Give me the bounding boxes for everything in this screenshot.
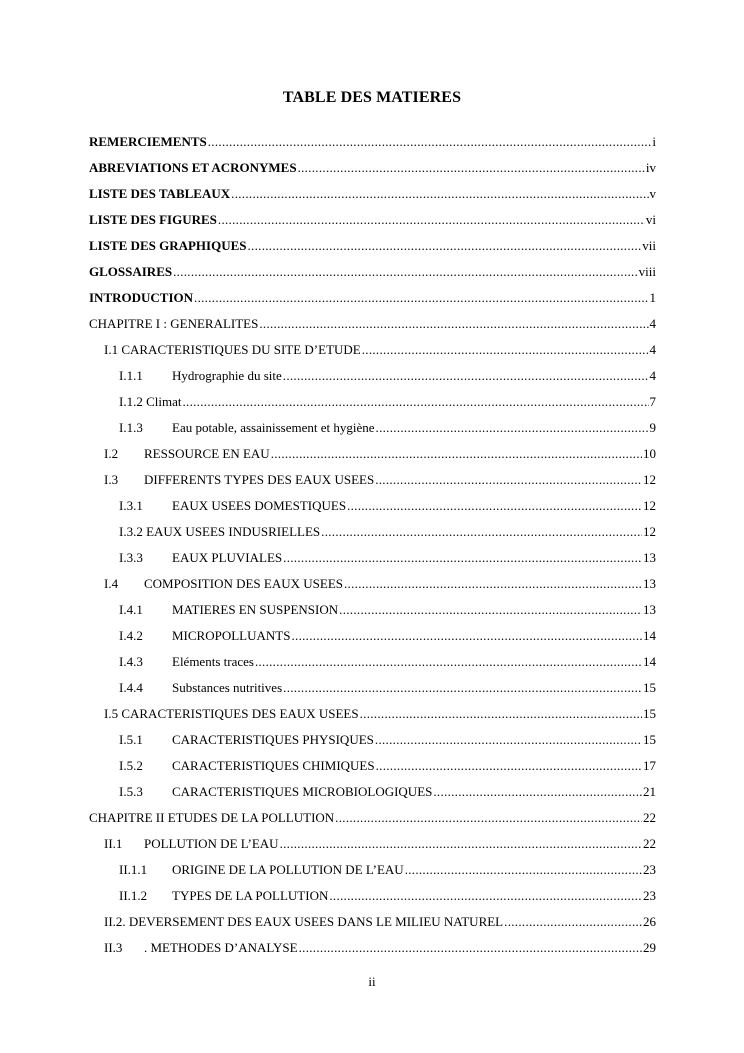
toc-entry-number: I.4.2 — [119, 628, 143, 643]
toc-dot-leader — [173, 264, 638, 280]
toc-entry[interactable] — [89, 654, 656, 680]
toc-entry-number: II.1 — [104, 836, 123, 851]
toc-entry-page: 10 — [643, 446, 656, 461]
toc-entry-title: Substances nutritives — [172, 680, 283, 695]
toc-entry-number: I.4.1 — [119, 602, 143, 617]
toc-entry-title: DIFFERENTS TYPES DES EAUX USEES — [144, 472, 375, 487]
toc-entry-title: GLOSSAIRES — [89, 264, 173, 279]
toc-entry[interactable] — [89, 264, 656, 290]
toc-entry-page: 12 — [643, 524, 656, 539]
toc-dot-leader — [283, 368, 649, 384]
toc-dot-leader — [283, 550, 642, 566]
toc-entry-title: CHAPITRE II ETUDES DE LA POLLUTION — [89, 810, 335, 825]
toc-entry-page: 4 — [649, 342, 656, 357]
toc-entry[interactable] — [89, 290, 656, 316]
toc-entry-page: 23 — [643, 888, 656, 903]
toc-entry-title: Eléments traces — [172, 654, 254, 669]
toc-entry-title: I.1.2 Climat — [119, 394, 182, 409]
toc-entry-title: LISTE DES FIGURES — [89, 212, 217, 227]
toc-entry[interactable] — [89, 888, 656, 914]
toc-entry-number: I.3.3 — [119, 550, 143, 565]
toc-entry-title: REMERCIEMENTS — [89, 134, 207, 149]
toc-entry-page: 4 — [649, 368, 656, 383]
toc-dot-leader — [218, 212, 645, 228]
toc-entry-number: I.1.3 — [119, 420, 143, 435]
toc-dot-leader — [344, 576, 642, 592]
toc-dot-leader — [291, 628, 642, 644]
toc-entry[interactable] — [89, 862, 656, 888]
toc-entry-page: i — [652, 134, 656, 149]
toc-dot-leader — [299, 940, 642, 956]
toc-entry[interactable] — [89, 914, 656, 940]
toc-dot-leader — [271, 446, 642, 462]
toc-dot-leader — [259, 316, 648, 332]
toc-entry-number: I.5.2 — [119, 758, 143, 773]
toc-entry-number: I.1.1 — [119, 368, 143, 383]
toc-entry-title: CHAPITRE I : GENERALITES — [89, 316, 259, 331]
toc-dot-leader — [362, 342, 649, 358]
toc-entry-number: I.3.1 — [119, 498, 143, 513]
toc-dot-leader — [182, 394, 648, 410]
toc-entry[interactable] — [89, 394, 656, 420]
toc-entry-page: 13 — [643, 576, 656, 591]
toc-entry-page: 22 — [643, 836, 656, 851]
toc-entry[interactable] — [89, 550, 656, 576]
toc-entry[interactable] — [89, 446, 656, 472]
toc-entry-page: viii — [638, 264, 656, 279]
toc-entry-number: I.4.4 — [119, 680, 143, 695]
toc-dot-leader — [375, 472, 642, 488]
toc-entry-title: I.3.2 EAUX USEES INDUSRIELLES — [119, 524, 321, 539]
toc-entry-title: MICROPOLLUANTS — [172, 628, 291, 643]
toc-entry[interactable] — [89, 342, 656, 368]
toc-entry-page: vii — [642, 238, 656, 253]
toc-entry[interactable] — [89, 810, 656, 836]
toc-entry-title: POLLUTION DE L’EAU — [144, 836, 279, 851]
table-of-contents — [89, 134, 656, 966]
toc-entry-number: II.1.2 — [119, 888, 148, 903]
toc-dot-leader — [335, 810, 642, 826]
toc-entry-page: 12 — [643, 472, 656, 487]
toc-entry[interactable] — [89, 732, 656, 758]
toc-entry-page: 12 — [643, 498, 656, 513]
toc-entry-page: 21 — [643, 784, 656, 799]
toc-entry[interactable] — [89, 758, 656, 784]
toc-entry[interactable] — [89, 680, 656, 706]
toc-entry[interactable] — [89, 524, 656, 550]
toc-entry-title: COMPOSITION DES EAUX USEES — [144, 576, 343, 591]
toc-entry-number: II.3 — [104, 940, 123, 955]
toc-dot-leader — [376, 758, 642, 774]
toc-entry-page: iv — [645, 160, 656, 175]
toc-dot-leader — [504, 914, 642, 930]
toc-dot-leader — [208, 134, 652, 150]
toc-dot-leader — [255, 654, 642, 670]
toc-entry[interactable] — [89, 368, 656, 394]
toc-entry-page: 15 — [643, 680, 656, 695]
toc-entry-title: ORIGINE DE LA POLLUTION DE L’EAU — [172, 862, 404, 877]
toc-entry-page: 15 — [643, 732, 656, 747]
toc-entry[interactable] — [89, 212, 656, 238]
toc-entry[interactable] — [89, 186, 656, 212]
toc-entry-number: I.3 — [104, 472, 119, 487]
toc-entry-page: 13 — [643, 550, 656, 565]
toc-entry-page: vi — [645, 212, 656, 227]
toc-entry[interactable] — [89, 784, 656, 810]
toc-entry[interactable] — [89, 602, 656, 628]
toc-entry-number: II.1.1 — [119, 862, 148, 877]
toc-entry-page: 4 — [649, 316, 656, 331]
toc-entry-page: 14 — [643, 628, 656, 643]
toc-entry-title: TYPES DE LA POLLUTION — [172, 888, 329, 903]
toc-dot-leader — [298, 160, 645, 176]
toc-entry[interactable] — [89, 498, 656, 524]
toc-entry[interactable] — [89, 420, 656, 446]
toc-entry-page: 17 — [643, 758, 656, 773]
toc-entry-page: 23 — [643, 862, 656, 877]
toc-entry-title: CARACTERISTIQUES MICROBIOLOGIQUES — [172, 784, 433, 799]
toc-entry-number: I.5.3 — [119, 784, 143, 799]
toc-entry-title: Eau potable, assainissement et hygiène — [172, 420, 375, 435]
toc-dot-leader — [376, 420, 649, 436]
toc-dot-leader — [248, 238, 642, 254]
toc-entry-title: I.1 CARACTERISTIQUES DU SITE D’ETUDE — [104, 342, 361, 357]
toc-dot-leader — [329, 888, 642, 904]
toc-dot-leader — [231, 186, 648, 202]
toc-entry-page: 1 — [649, 290, 656, 305]
toc-entry-title: . METHODES D’ANALYSE — [144, 940, 298, 955]
toc-dot-leader — [405, 862, 642, 878]
toc-entry-page: 15 — [643, 706, 656, 721]
toc-dot-leader — [280, 836, 642, 852]
toc-entry-page: 26 — [643, 914, 656, 929]
toc-entry[interactable] — [89, 160, 656, 186]
toc-entry-title: CARACTERISTIQUES PHYSIQUES — [172, 732, 374, 747]
toc-entry-page: 29 — [643, 940, 656, 955]
toc-entry-page: v — [649, 186, 656, 201]
toc-entry-title: CARACTERISTIQUES CHIMIQUES — [172, 758, 375, 773]
toc-entry-page: 14 — [643, 654, 656, 669]
toc-entry[interactable] — [89, 576, 656, 602]
toc-entry-title: LISTE DES GRAPHIQUES — [89, 238, 247, 253]
toc-entry-title: Hydrographie du site — [172, 368, 282, 383]
toc-dot-leader — [194, 290, 648, 306]
toc-entry-title: LISTE DES TABLEAUX — [89, 186, 231, 201]
toc-entry-number: I.2 — [104, 446, 119, 461]
page-number: ii — [368, 974, 376, 989]
toc-entry-title: EAUX USEES DOMESTIQUES — [172, 498, 347, 513]
toc-dot-leader — [433, 784, 642, 800]
toc-entry-title: ABREVIATIONS ET ACRONYMES — [89, 160, 297, 175]
toc-entry-page: 13 — [643, 602, 656, 617]
toc-dot-leader — [283, 680, 642, 696]
toc-entry-number: I.4.3 — [119, 654, 143, 669]
toc-entry-title: RESSOURCE EN EAU — [144, 446, 270, 461]
toc-entry[interactable] — [89, 628, 656, 654]
page-title: TABLE DES MATIERES — [282, 89, 462, 106]
toc-entry-page: 7 — [649, 394, 656, 409]
toc-dot-leader — [347, 498, 642, 514]
toc-entry[interactable] — [89, 940, 656, 966]
toc-dot-leader — [375, 732, 642, 748]
toc-dot-leader — [360, 706, 642, 722]
toc-entry-title: II.2. DEVERSEMENT DES EAUX USEES DANS LE MILIEU NATUREL — [104, 914, 504, 929]
toc-entry-title: EAUX PLUVIALES — [172, 550, 283, 565]
toc-entry-title: I.5 CARACTERISTIQUES DES EAUX USEES — [104, 706, 359, 721]
toc-entry[interactable] — [89, 836, 656, 862]
toc-entry-title: MATIERES EN SUSPENSION — [172, 602, 339, 617]
toc-entry-number: I.5.1 — [119, 732, 143, 747]
toc-entry[interactable] — [89, 706, 656, 732]
toc-entry-title: INTRODUCTION — [89, 290, 194, 305]
toc-entry-number: I.4 — [104, 576, 119, 591]
toc-entry-page: 22 — [643, 810, 656, 825]
toc-entry-page: 9 — [649, 420, 656, 435]
toc-dot-leader — [339, 602, 642, 618]
toc-entry[interactable] — [89, 472, 656, 498]
toc-dot-leader — [321, 524, 642, 540]
toc-entry[interactable] — [89, 316, 656, 342]
toc-entry[interactable] — [89, 238, 656, 264]
toc-entry[interactable] — [89, 134, 656, 160]
